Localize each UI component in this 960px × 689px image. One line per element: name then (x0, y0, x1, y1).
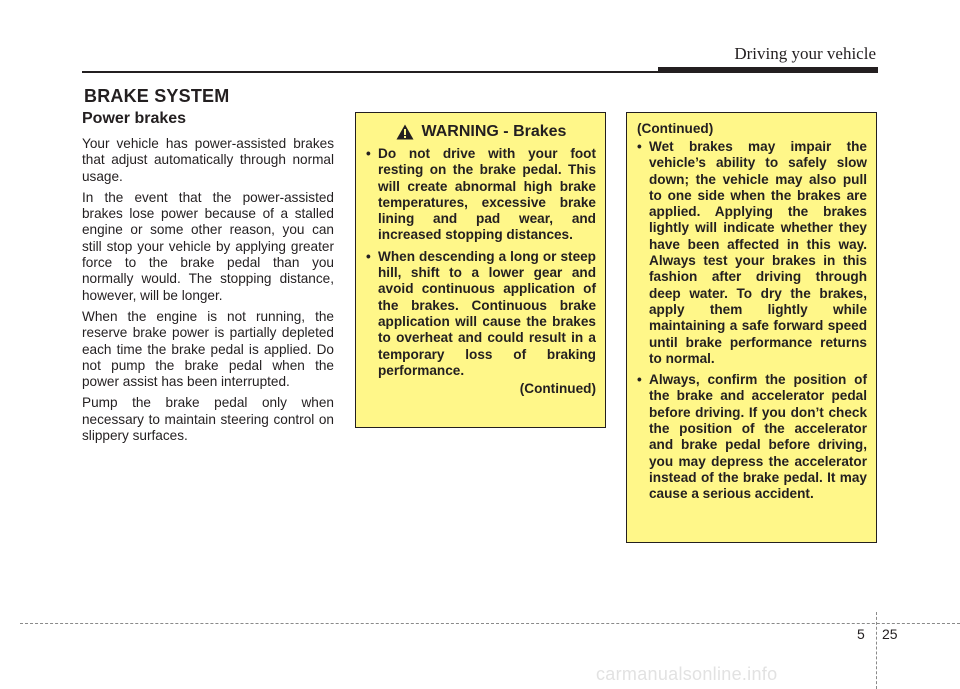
warning-bullet: • Always, confirm the position of the brake and accelerator pedal before driving. If you don’t check the position of the accelerator and brake pedal before driving, you may depress the accelerator instead of the brake pedal. It may cause a serious accident. (637, 372, 867, 502)
warning-box (355, 112, 606, 428)
page-number-divider (876, 612, 877, 689)
paragraph: Pump the brake pedal only when necessary to maintain steering control on slippery surfaces. (82, 395, 334, 444)
warning-bullet-text: When descending a long or steep hill, shift to a lower gear and avoid continuous application of the brakes. Continuous brake application will cause the brakes to overheat and could result in a temporary loss of braking performance. (378, 248, 596, 378)
warning-bullet: • Do not drive with your foot resting on the brake pedal. This will create abnormal high brake temperatures, excessive brake lining and pad wear, and increased stopping distances. (366, 146, 596, 243)
paragraph: In the event that the power-assisted brakes lose power because of a stalled engine or some other reason, you can still stop your vehicle by applying greater force to the brake pedal than you normally would. The stopping distance, however, will be longer. (82, 189, 334, 303)
warning-bullet: • Wet brakes may impair the vehicle’s ability to safely slow down; the vehicle may also pull to one side when the brakes are applied. Applying the brakes lightly will indicate whether they have been affected in this way. Always test your brakes in this fashion after driving through deep water. To dry the brakes, apply them lightly while maintaining a safe forward speed until brake performance returns to normal. (637, 139, 867, 366)
header-rule-accent (658, 67, 878, 73)
warning-bullet-text: Do not drive with your foot resting on the brake pedal. This will create abnormal high brake temperatures, excessive brake lining and pad wear, and increased stopping distances. (378, 146, 596, 243)
warning-bullet-text: Always, confirm the position of the brake and accelerator pedal before driving. If you don’t check the position of the accelerator and brake pedal before driving, you may depress the accelerator instead of the brake pedal. It may cause a serious accident. (649, 372, 867, 502)
page-number: 25 (882, 626, 898, 642)
section-title: BRAKE SYSTEM (84, 86, 230, 106)
warning-bullet-text: Wet brakes may impair the vehicle’s ability to safely slow down; the vehicle may also pull to one side when the brakes are applied. Applying the brakes lightly will indicate whether they have been affected in this way. Always test your brakes in this fashion after driving through deep water. To dry the brakes, apply them lightly while maintaining a safe forward speed until brake performance returns to normal. (649, 139, 867, 366)
chapter-number: 5 (857, 626, 865, 642)
warning-title: WARNING - Brakes (421, 123, 567, 140)
footer-rule (20, 623, 960, 624)
continued-label: (Continued) (519, 381, 596, 397)
power-brakes-heading: Power brakes (82, 110, 187, 127)
warning-header (366, 123, 596, 141)
running-header-title: Driving your vehicle (734, 44, 876, 63)
warning-bullet: • When descending a long or steep hill, shift to a lower gear and avoid continuous application of the brakes. Continuous brake application will cause the brakes to overheat and could result in a temporary loss of braking performance. (366, 248, 596, 378)
warning-continued-box (626, 112, 877, 543)
watermark: carmanualsonline.info (596, 664, 778, 684)
paragraph: When the engine is not running, the reserve brake power is partially depleted each time the brake pedal is applied. Do not pump the brake pedal when the power assist has been interrupted. (82, 308, 334, 390)
left-column (82, 110, 334, 449)
warning-triangle-icon (396, 124, 414, 140)
continued-label: (Continued) (637, 121, 714, 136)
paragraph: Your vehicle has power-assisted brakes that adjust automatically through normal usage. (82, 136, 334, 184)
